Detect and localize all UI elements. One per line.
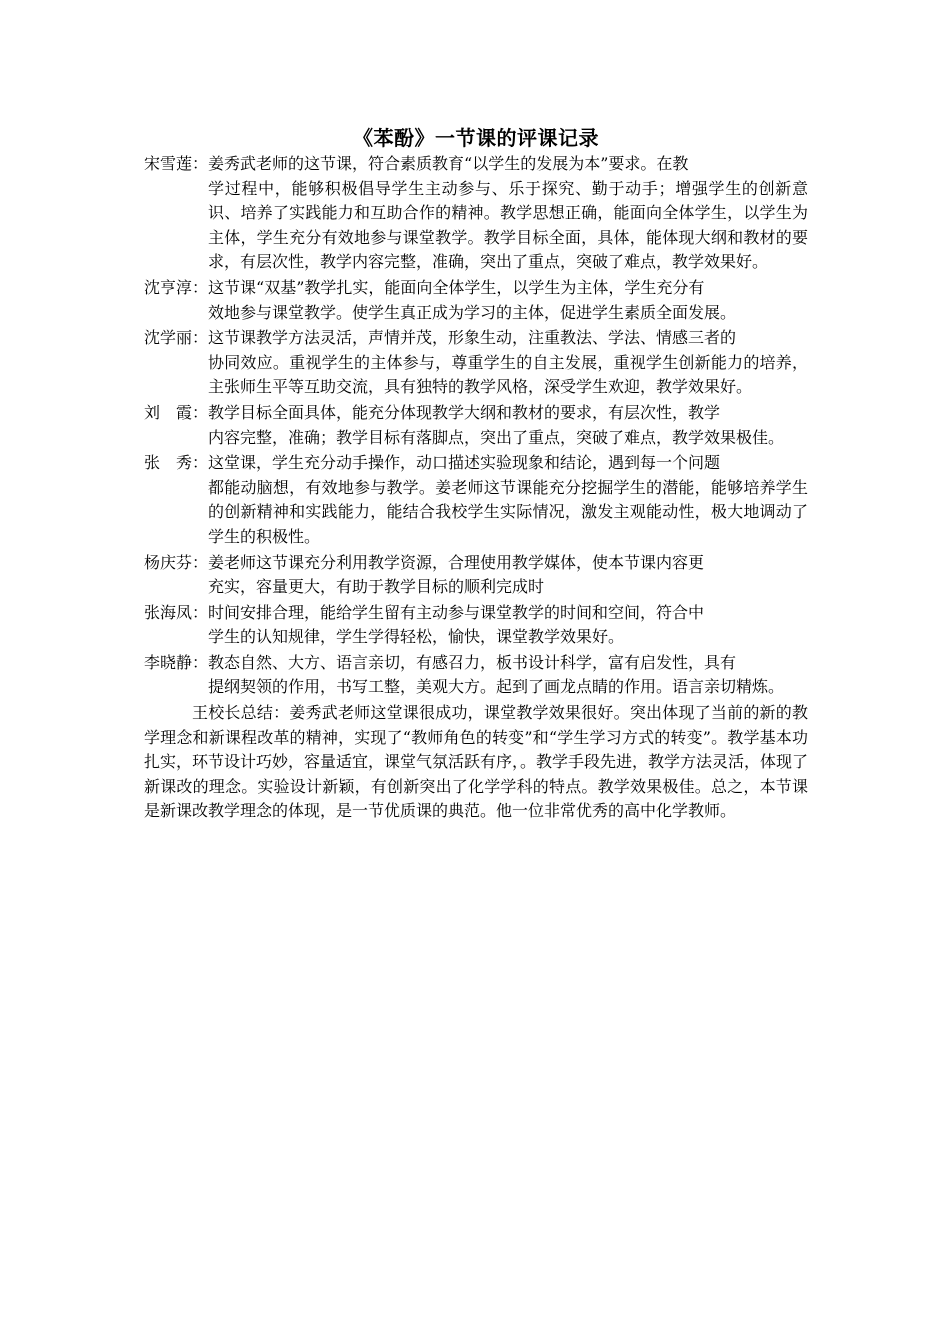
document-page — [144, 124, 808, 824]
review-entry — [144, 326, 808, 400]
reviewer-name: 张 秀： — [144, 453, 209, 473]
document-title: 《苯酚》一节课的评课记录 — [353, 126, 599, 150]
reviewer-name: 沈学丽： — [144, 328, 209, 348]
reviewer-name: 李晓静： — [144, 652, 209, 672]
principal-summary: 王校长总结：姜秀武老师这堂课很成功，课堂教学效果很好。突出体现了当前的新的教学理念和新课程改革的精神，实现了“教师角色的转变”和“学生学习方式的转变”。教学基本功扎实，环节设计巧妙，容量适宜，课堂气氛活跃有序，。教学手段先进，教学方法灵活，体现了新课改的理念。实验设计新颖，有创新突出了化学学科的特点。教学效果极佳。总之，本节课是新课改教学理念的体现，是一节优质课的典范。他一位非常优秀的高中化学教师。 — [144, 703, 809, 821]
review-text — [208, 651, 808, 700]
review-first-line: 这节课“双基”教学扎实，能面向全体学生，以学生为主体，学生充分有 — [208, 277, 705, 297]
review-continuation: 学过程中，能够积极倡导学生主动参与、乐于探究、勤于动手；增强学生的创新意识、培养了实践能力和互助合作的精神。教学思想正确，能面向全体学生，以学生为主体，学生充分有效地参与课堂教学。教学目标全面，具体，能体现大纲和教材的要求，有层次性，教学内容完整，准确，突出了重点，突破了难点，教学效果好。 — [208, 178, 808, 272]
reviewer-name: 刘 霞： — [144, 402, 209, 422]
reviewer-name: 宋雪莲： — [144, 154, 209, 173]
review-text — [208, 326, 808, 400]
review-first-line: 这堂课，学生充分动手操作，动口描述实验现象和结论，遇到每一个问题 — [208, 453, 721, 473]
reviewer-name: 沈亨淳： — [144, 277, 209, 297]
review-entry — [144, 551, 808, 600]
review-first-line: 时间安排合理，能给学生留有主动参与课堂教学的时间和空间，符合中 — [208, 602, 705, 622]
review-entry — [144, 152, 808, 275]
review-text — [208, 276, 808, 325]
review-text — [208, 551, 808, 600]
review-continuation: 都能动脑想，有效地参与教学。姜老师这节课能充分挖掘学生的潜能，能够培养学生的创新精神和实践能力，能结合我校学生实际情况，激发主观能动性，极大地调动了学生的积极性。 — [208, 477, 808, 546]
review-first-line: 姜老师这节课充分利用教学资源，合理使用教学媒体，使本节课内容更 — [208, 552, 705, 572]
review-continuation: 提纲契领的作用，书写工整，美观大方。起到了画龙点睛的作用。语言亲切精炼。 — [208, 677, 785, 697]
review-continuation: 充实，容量更大，有助于教学目标的顺利完成时 — [208, 577, 545, 597]
review-entry — [144, 401, 808, 450]
review-continuation: 协同效应。重视学生的主体参与，尊重学生的自主发展，重视学生创新能力的培养，主张师生平等互助交流，具有独特的教学风格，深受学生欢迎，教学效果好。 — [208, 352, 808, 397]
review-continuation: 学生的认知规律，学生学得轻松，愉快，课堂教学效果好。 — [208, 627, 625, 647]
review-entry — [144, 276, 808, 325]
reviewer-name: 张海凤： — [144, 602, 209, 622]
review-text — [208, 152, 808, 275]
review-text — [208, 601, 808, 650]
review-entry — [144, 451, 808, 549]
review-entry — [144, 601, 808, 650]
review-first-line: 教态自然、大方、语言亲切，有感召力，板书设计科学，富有启发性，具有 — [208, 652, 737, 672]
review-continuation: 内容完整，准确；教学目标有落脚点，突出了重点，突破了难点，教学效果极佳。 — [208, 427, 785, 447]
review-first-line: 姜秀武老师的这节课，符合素质教育“以学生的发展为本”要求。在教 — [208, 154, 689, 173]
reviewer-name: 杨庆芬： — [144, 552, 209, 572]
review-text — [208, 401, 808, 450]
review-first-line: 教学目标全面具体，能充分体现教学大纲和教材的要求，有层次性，教学 — [208, 402, 721, 422]
review-entry — [144, 651, 808, 700]
review-continuation: 效地参与课堂教学。使学生真正成为学习的主体，促进学生素质全面发展。 — [208, 302, 737, 322]
review-first-line: 这节课教学方法灵活，声情并茂，形象生动，注重教法、学法、情感三者的 — [208, 328, 737, 348]
review-text — [208, 451, 808, 549]
